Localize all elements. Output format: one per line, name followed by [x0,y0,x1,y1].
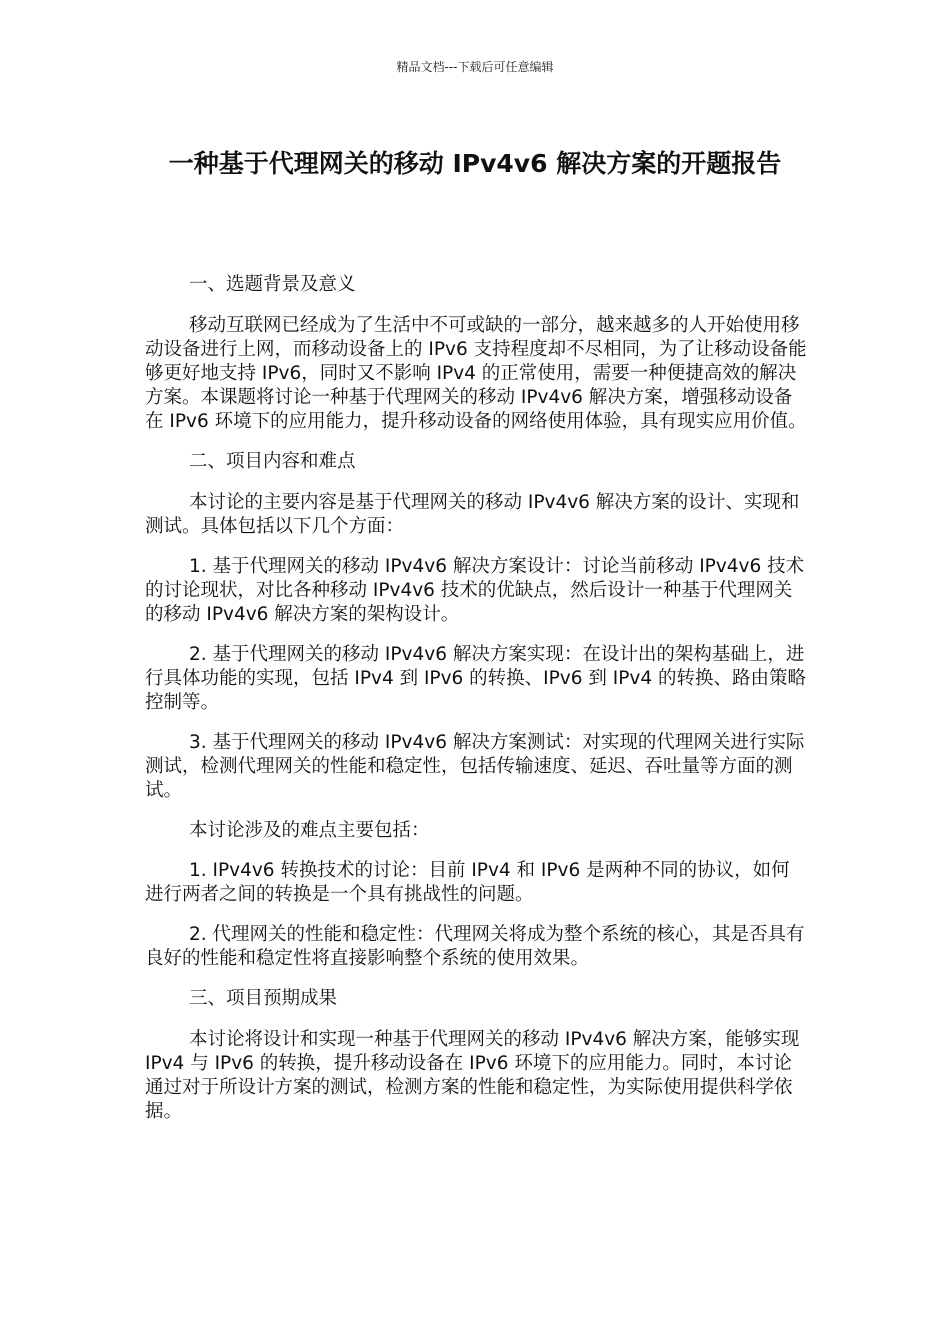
header-note: 精品文档---下载后可任意编辑 [396,60,554,74]
paragraph: 本讨论的主要内容是基于代理网关的移动 IPv4v6 解决方案的设计、实现和测试。具体包括以下几个方面： [145,492,800,537]
section-heading: 三、项目预期成果 [189,988,338,1009]
section-heading: 一、选题背景及意义 [189,274,356,295]
section-heading: 二、项目内容和难点 [189,451,356,472]
list-item: 2. 基于代理网关的移动 IPv4v6 解决方案实现：在设计出的架构基础上，进行具体功能的实现，包括 IPv4 到 IPv6 的转换、IPv6 到 IPv4 的转换、路由策略控制等。 [145,644,806,713]
list-item: 3. 基于代理网关的移动 IPv4v6 解决方案测试：对实现的代理网关进行实际测试，检测代理网关的性能和稳定性，包括传输速度、延迟、吞吐量等方面的测试。 [145,732,805,801]
paragraph: 移动互联网已经成为了生活中不可或缺的一部分，越来越多的人开始使用移动设备进行上网，而移动设备上的 IPv6 支持程度却不尽相同，为了让移动设备能够更好地支持 IPv6，同时又不影响 IPv4 的正常使用，需要一种便捷高效的解决方案。本课题将讨论一种基于代理网关的移动 IPv4v6 解决方案，增强移动设备在 IPv6 环境下的应用能力，提升移动设备的网络使用体验，具有现实应用价值。 [145,315,807,432]
document-title: 一种基于代理网关的移动 IPv4v6 解决方案的开题报告 [168,149,782,178]
paragraph: 本讨论涉及的难点主要包括： [189,820,430,841]
document-body [145,273,807,1124]
list-item: 2. 代理网关的性能和稳定性：代理网关将成为整个系统的核心，其是否具有良好的性能和稳定性将直接影响整个系统的使用效果。 [145,924,805,969]
list-item: 1. 基于代理网关的移动 IPv4v6 解决方案设计：讨论当前移动 IPv4v6 技术的讨论现状，对比各种移动 IPv4v6 技术的优缺点，然后设计一种基于代理网关的移动 IPv4v6 解决方案的架构设计。 [145,556,805,625]
list-item: 1. IPv4v6 转换技术的讨论：目前 IPv4 和 IPv6 是两种不同的协议，如何进行两者之间的转换是一个具有挑战性的问题。 [145,860,790,905]
paragraph: 本讨论将设计和实现一种基于代理网关的移动 IPv4v6 解决方案，能够实现 IPv4 与 IPv6 的转换，提升移动设备在 IPv6 环境下的应用能力。同时，本讨论通过对于所设计方案的测试，检测方案的性能和稳定性，为实际使用提供科学依据。 [145,1029,800,1122]
